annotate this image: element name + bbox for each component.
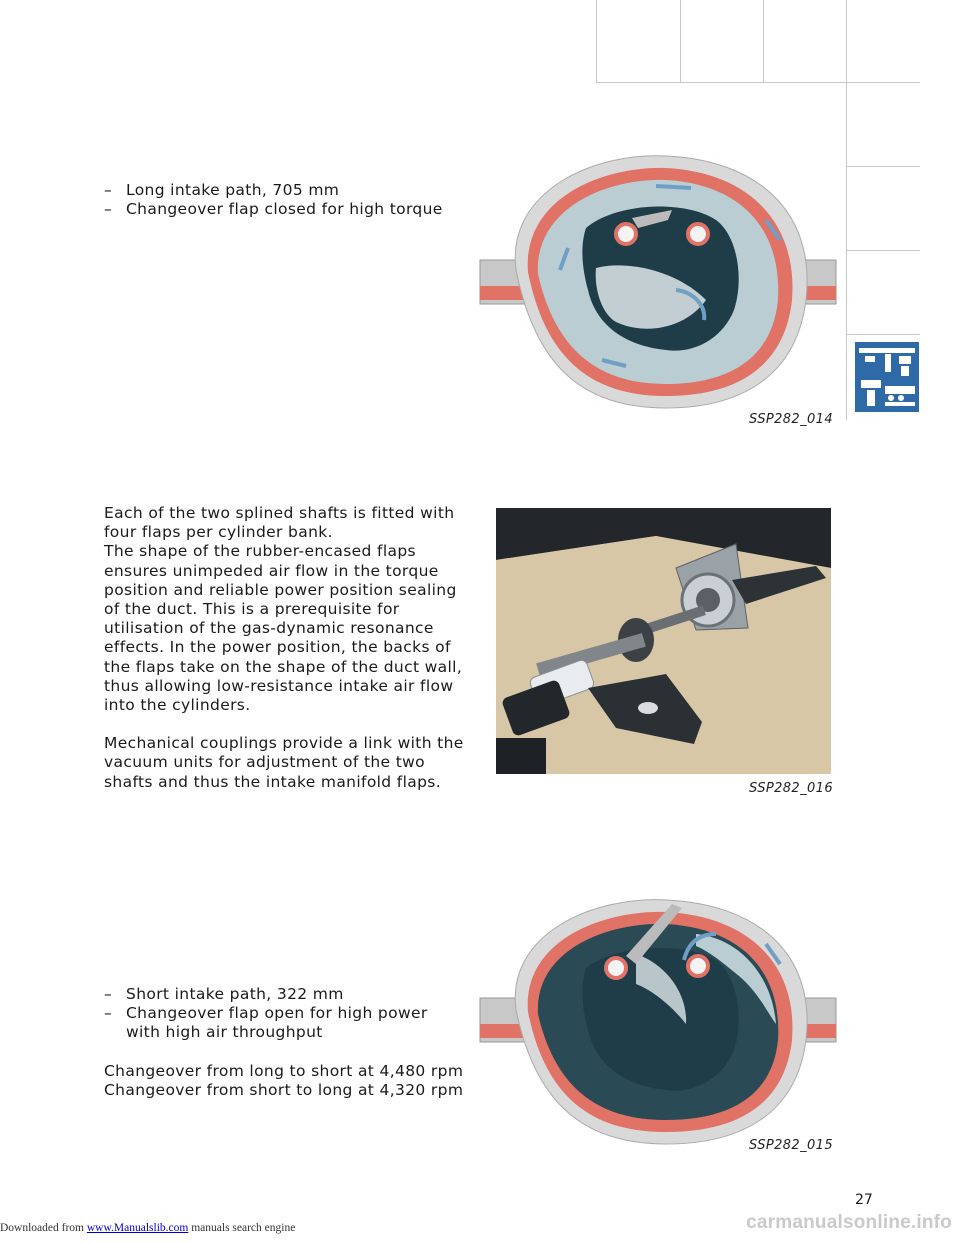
watermark: carmanualsonline.info bbox=[746, 1212, 952, 1233]
paragraph-line: the flaps take on the shape of the duct wall, bbox=[104, 657, 463, 676]
paragraph-line: Each of the two splined shafts is fitted with bbox=[104, 504, 455, 522]
list-item: – Changeover flap open for high power bbox=[104, 1004, 428, 1023]
paragraph-line: vacuum units for adjustment of the two bbox=[104, 753, 425, 772]
section-badge bbox=[855, 342, 919, 412]
paragraph-line: four flaps per cylinder bank. bbox=[104, 523, 333, 542]
paragraph-line: effects. In the power position, the backs of bbox=[104, 638, 451, 657]
changeover-line: Changeover from long to short at 4,480 rpm bbox=[104, 1061, 464, 1080]
section2-paragraphs bbox=[104, 504, 464, 792]
paragraph-line: The shape of the rubber-encased flaps bbox=[104, 542, 416, 561]
section3-text bbox=[104, 985, 463, 1100]
page-number: 27 bbox=[855, 1192, 873, 1208]
section1-bullets bbox=[104, 181, 443, 219]
engine-icon bbox=[855, 342, 919, 412]
list-item: – Changeover flap closed for high torque bbox=[104, 200, 443, 219]
paragraph-line: into the cylinders. bbox=[104, 696, 251, 715]
manualslib-link[interactable]: www.Manualslib.com bbox=[86, 1222, 189, 1234]
paragraph-line: ensures unimpeded air flow in the torque bbox=[104, 561, 439, 580]
paragraph-line: of the duct. This is a prerequisite for bbox=[104, 600, 400, 619]
list-item-continuation: with high air throughput bbox=[126, 1023, 323, 1042]
list-item: – Long intake path, 705 mm bbox=[104, 181, 340, 199]
intake-short-path-diagram bbox=[476, 894, 840, 1146]
paragraph-line: thus allowing low-resistance intake air flow bbox=[104, 676, 454, 695]
figure-caption: SSP282_016 bbox=[749, 781, 834, 796]
figure-caption: SSP282_015 bbox=[749, 1138, 834, 1153]
paragraph-line: utilisation of the gas-dynamic resonance bbox=[104, 619, 434, 638]
intake-long-path-diagram bbox=[476, 150, 840, 410]
paragraph-line: position and reliable power position sealing bbox=[104, 580, 457, 599]
splined-shaft-photo bbox=[496, 508, 831, 774]
figure-caption: SSP282_014 bbox=[749, 412, 834, 427]
list-item: – Short intake path, 322 mm bbox=[104, 985, 344, 1003]
paragraph-line: Mechanical couplings provide a link with the bbox=[104, 734, 464, 753]
changeover-line: Changeover from short to long at 4,320 rpm bbox=[104, 1080, 464, 1099]
download-footer: Downloaded from www.Manualslib.com manuals search engine bbox=[0, 1222, 296, 1234]
paragraph-line: shafts and thus the intake manifold flaps. bbox=[104, 772, 441, 791]
